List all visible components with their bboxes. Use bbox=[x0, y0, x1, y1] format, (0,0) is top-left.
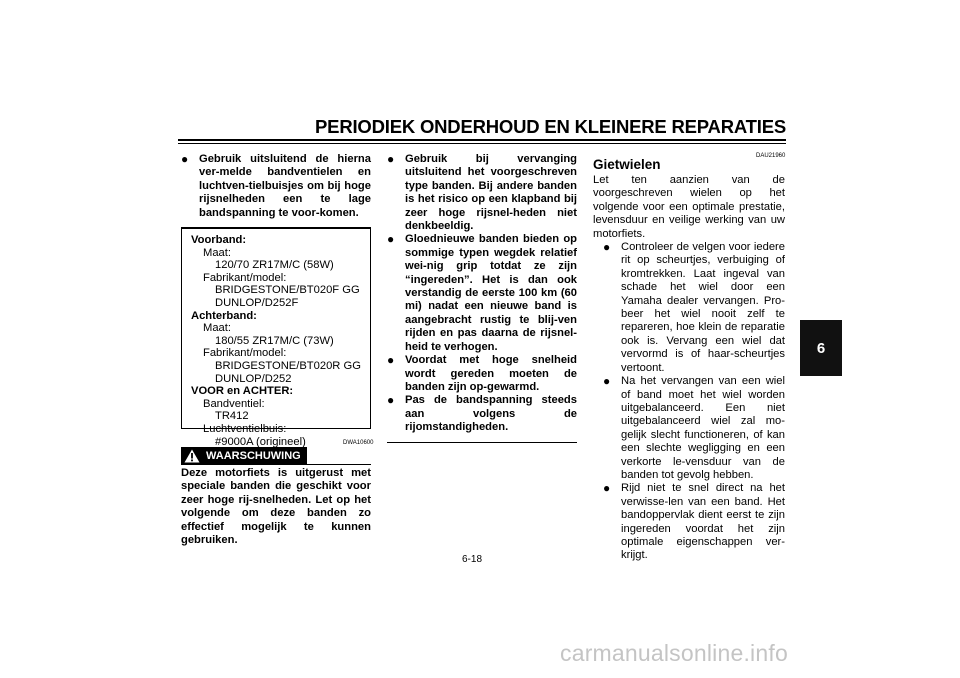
spec-valve-label: Bandventiel: bbox=[203, 397, 265, 410]
page-number: 6-18 bbox=[462, 554, 483, 565]
spec-rear-maker-label: Fabrikant/model: bbox=[203, 347, 287, 360]
list-item bbox=[603, 241, 785, 375]
bullet-icon: ● bbox=[387, 152, 395, 166]
spec-front-label: Voorband: bbox=[191, 234, 247, 246]
warning-rule bbox=[181, 464, 371, 465]
list-item bbox=[603, 482, 785, 562]
spec-rear-maker-2: DUNLOP/D252 bbox=[215, 372, 292, 385]
spec-front-maker-label: Fabrikant/model: bbox=[203, 271, 287, 284]
bullet-icon: ● bbox=[603, 240, 611, 255]
list-item-text: Gebruik bij vervanging uitsluitend het voorgeschreven type banden. Bij andere banden is het risico op een klapband bij zeer hoge rijsnel-heden niet denkbeeldig. bbox=[405, 153, 577, 233]
list-item bbox=[387, 354, 577, 394]
bullet-icon: ● bbox=[603, 374, 611, 389]
section-intro: Let ten aanzien van de voorgeschreven wielen op het volgende voor een optimale prestatie, levensduur en veilige werking van uw motorfiets. bbox=[593, 174, 785, 240]
list-item-text: Gloednieuwe banden bieden op sommige typen wegdek relatief wei-nig grip totdat ze zijn “ingereden”. Het is dan ook verstandig de eerste 100 km (60 mi) nadat een nieuwe band is aangebracht rustig te blij-ven rijden en pas daarna de rijsnel-heid te verhogen. bbox=[405, 233, 577, 353]
header-rule bbox=[178, 139, 786, 141]
bullet-icon: ● bbox=[181, 152, 189, 166]
col1-bullet-list bbox=[181, 153, 371, 220]
warning-badge bbox=[181, 447, 307, 464]
warning-label: WAARSCHUWING bbox=[206, 449, 301, 462]
col2-bullet-list bbox=[387, 153, 577, 435]
divider bbox=[387, 442, 577, 443]
header-rule-thin bbox=[178, 143, 786, 144]
bullet-icon: ● bbox=[387, 232, 395, 247]
page-title: PERIODIEK ONDERHOUD EN KLEINERE REPARATIES bbox=[315, 116, 786, 137]
list-item-text: Gebruik uitsluitend de hierna ver-melde bandventielen en luchtven-tielbuisjes om bij hoge rijsnelheden een te lage bandspanning te voor-komen. bbox=[199, 153, 371, 219]
spec-front-maker-2: DUNLOP/D252F bbox=[215, 296, 299, 309]
section-code: DAU21960 bbox=[756, 153, 786, 159]
spec-tube: #9000A (origineel) bbox=[215, 435, 306, 448]
column-1 bbox=[181, 153, 371, 228]
spec-front-size: 120/70 ZR17M/C (58W) bbox=[215, 259, 334, 272]
list-item bbox=[603, 375, 785, 482]
list-item bbox=[387, 233, 577, 354]
warning-text: Deze motorfiets is uitgerust met speciale banden die geschikt voor zeer hoge rij-snelheden. Let op het volgende om deze banden zo effectief mogelijk te kunnen gebruiken. bbox=[181, 467, 371, 547]
column-2 bbox=[387, 153, 577, 443]
list-item bbox=[181, 153, 371, 220]
spec-both-label: VOOR en ACHTER: bbox=[191, 385, 294, 398]
bullet-icon: ● bbox=[387, 393, 395, 408]
spec-rear-size: 180/55 ZR17M/C (73W) bbox=[215, 334, 334, 347]
spec-front-size-label: Maat: bbox=[203, 246, 231, 259]
spec-rear-maker-1: BRIDGESTONE/BT020R GG bbox=[215, 359, 361, 372]
bullet-icon: ● bbox=[603, 481, 611, 496]
col3-bullet-list bbox=[593, 241, 785, 563]
spec-front-maker-1: BRIDGESTONE/BT020F GG bbox=[215, 284, 360, 297]
spec-rear-size-label: Maat: bbox=[203, 322, 231, 335]
list-item-text: Voordat met hoge snelheid wordt gereden moeten de banden zijn op-gewarmd. bbox=[405, 354, 577, 393]
warning-code: DWA10600 bbox=[343, 440, 374, 446]
chapter-tab[interactable]: 6 bbox=[800, 320, 842, 376]
list-item-text: Pas de bandspanning steeds aan volgens de rijomstandigheden. bbox=[405, 394, 577, 434]
list-item-text: Na het vervangen van een wiel of band moet het wiel worden uitgebalanceerd. Een niet uitgebalanceerd wiel zal mo-gelijk slecht functioneren, of kan een slechte wegligging en een verkorte le-vensduur van de banden tot gevolg hebben. bbox=[621, 375, 785, 481]
column-3 bbox=[593, 174, 785, 563]
list-item-text: Controleer de velgen voor iedere rit op scheurtjes, verbuiging of kromtrekken. Laat ingeval van schade het wiel door een Yamaha dealer vervangen. Pro-beer het wiel nooit zelf te repareren, hoe klein de reparatie ook is. Vervang een wiel dat vervormd is of haar-scheurtjes vertoont. bbox=[621, 241, 785, 374]
warning-triangle-icon bbox=[184, 449, 200, 463]
spec-tube-label: Luchtventielbuis: bbox=[203, 422, 287, 435]
section-title: Gietwielen bbox=[593, 157, 661, 172]
bullet-icon: ● bbox=[387, 353, 395, 368]
spec-rear-label: Achterband: bbox=[191, 309, 257, 322]
list-item bbox=[387, 153, 577, 233]
watermark: carmanualsonline.info bbox=[560, 640, 788, 666]
list-item bbox=[387, 394, 577, 434]
spec-valve: TR412 bbox=[215, 410, 249, 423]
list-item-text: Rijd niet te snel direct na het verwisse-len van een band. Het bandoppervlak dient eerst te zijn ingereden voordat het zijn optimale eigenschappen ver-krijgt. bbox=[621, 482, 785, 562]
